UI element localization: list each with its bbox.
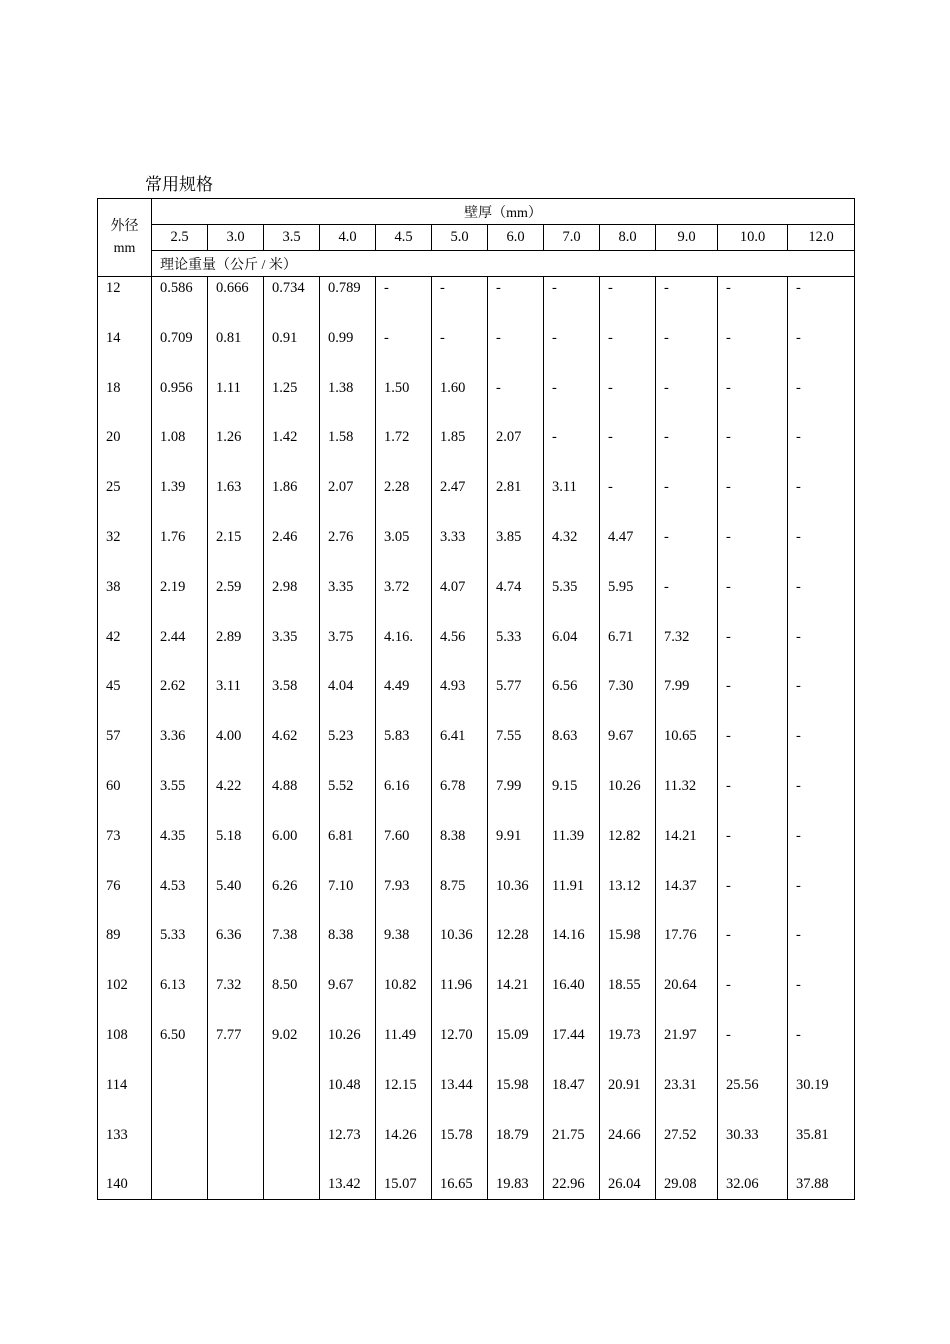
weight-value: 30.19 — [788, 1074, 855, 1124]
weight-value: - — [600, 476, 656, 526]
weight-value: 18.47 — [544, 1074, 600, 1124]
weight-value: 1.50 — [376, 377, 432, 427]
thickness-value: 9.0 — [656, 225, 718, 251]
weight-value: 1.11 — [208, 377, 264, 427]
weight-value: 8.75 — [432, 875, 488, 925]
weight-value: - — [718, 775, 788, 825]
outer-diameter-value: 38 — [98, 576, 152, 626]
weight-value: - — [718, 576, 788, 626]
weight-value: - — [788, 426, 855, 476]
weight-value: 7.55 — [488, 725, 544, 775]
weight-value: 1.58 — [320, 426, 376, 476]
weight-value: 14.26 — [376, 1124, 432, 1174]
weight-value: 14.16 — [544, 924, 600, 974]
weight-value: 15.98 — [600, 924, 656, 974]
weight-value: - — [656, 576, 718, 626]
weight-value: - — [488, 327, 544, 377]
weight-value: 2.47 — [432, 476, 488, 526]
thickness-value: 8.0 — [600, 225, 656, 251]
weight-value: 11.39 — [544, 825, 600, 875]
weight-value: 4.07 — [432, 576, 488, 626]
page-title: 常用规格 — [145, 175, 213, 194]
table-row — [98, 377, 855, 427]
outer-diameter-value: 140 — [98, 1173, 152, 1200]
weight-value: 1.76 — [152, 526, 208, 576]
weight-value: 1.86 — [264, 476, 320, 526]
weight-value: 6.56 — [544, 675, 600, 725]
weight-value: 9.38 — [376, 924, 432, 974]
weight-value: - — [788, 875, 855, 925]
weight-value: 19.73 — [600, 1024, 656, 1074]
weight-value: 0.789 — [320, 277, 376, 327]
weight-value: 3.58 — [264, 675, 320, 725]
weight-value: 11.49 — [376, 1024, 432, 1074]
weight-value: 2.07 — [488, 426, 544, 476]
weight-value: - — [718, 974, 788, 1024]
table-row — [98, 526, 855, 576]
weight-value: 2.07 — [320, 476, 376, 526]
weight-value: 2.15 — [208, 526, 264, 576]
weight-value — [264, 1173, 320, 1200]
weight-value: 21.75 — [544, 1124, 600, 1174]
weight-value: - — [656, 526, 718, 576]
outer-diameter-value: 45 — [98, 675, 152, 725]
weight-value: 2.44 — [152, 626, 208, 676]
weight-value: 10.26 — [320, 1024, 376, 1074]
weight-value: - — [600, 277, 656, 327]
weight-value: - — [718, 675, 788, 725]
weight-value: - — [488, 377, 544, 427]
weight-value: 11.32 — [656, 775, 718, 825]
weight-value: 5.33 — [488, 626, 544, 676]
weight-value: 0.666 — [208, 277, 264, 327]
weight-value: - — [718, 426, 788, 476]
weight-value: 17.76 — [656, 924, 718, 974]
weight-value: 9.67 — [320, 974, 376, 1024]
weight-value: 1.25 — [264, 377, 320, 427]
weight-value: 1.60 — [432, 377, 488, 427]
weight-value: - — [600, 377, 656, 427]
thickness-value: 2.5 — [152, 225, 208, 251]
weight-value: 20.64 — [656, 974, 718, 1024]
weight-value: 10.36 — [432, 924, 488, 974]
weight-value: 3.11 — [208, 675, 264, 725]
weight-value: - — [376, 277, 432, 327]
outer-diameter-value: 102 — [98, 974, 152, 1024]
outer-diameter-unit: mm — [113, 240, 136, 256]
weight-value: - — [788, 825, 855, 875]
thickness-value: 4.0 — [320, 225, 376, 251]
weight-value: 7.10 — [320, 875, 376, 925]
weight-value — [264, 1074, 320, 1124]
weight-value: 12.28 — [488, 924, 544, 974]
weight-value: 7.32 — [656, 626, 718, 676]
weight-value: 16.40 — [544, 974, 600, 1024]
weight-value: 1.39 — [152, 476, 208, 526]
weight-value: 21.97 — [656, 1024, 718, 1074]
weight-value: 13.12 — [600, 875, 656, 925]
weight-value — [208, 1074, 264, 1124]
weight-value: 15.07 — [376, 1173, 432, 1200]
weight-value: 0.586 — [152, 277, 208, 327]
outer-diameter-label: 外径 — [110, 218, 139, 234]
table-row — [98, 825, 855, 875]
weight-value: 7.77 — [208, 1024, 264, 1074]
weight-value: - — [788, 675, 855, 725]
weight-value: - — [718, 1024, 788, 1074]
weight-value: 7.32 — [208, 974, 264, 1024]
weight-value: - — [788, 377, 855, 427]
weight-value: 5.23 — [320, 725, 376, 775]
weight-value: 9.02 — [264, 1024, 320, 1074]
weight-value: 30.33 — [718, 1124, 788, 1174]
weight-value: - — [718, 277, 788, 327]
weight-value: 1.38 — [320, 377, 376, 427]
outer-diameter-value: 14 — [98, 327, 152, 377]
outer-diameter-value: 114 — [98, 1074, 152, 1124]
weight-value — [264, 1124, 320, 1174]
weight-value: 4.35 — [152, 825, 208, 875]
weight-value: 7.93 — [376, 875, 432, 925]
weight-value — [152, 1173, 208, 1200]
weight-value: 8.50 — [264, 974, 320, 1024]
weight-value: 23.31 — [656, 1074, 718, 1124]
weight-value: 8.38 — [320, 924, 376, 974]
outer-diameter-value: 42 — [98, 626, 152, 676]
weight-value: 15.78 — [432, 1124, 488, 1174]
weight-value: 3.55 — [152, 775, 208, 825]
weight-value: - — [656, 476, 718, 526]
weight-value: 18.79 — [488, 1124, 544, 1174]
weight-value: 4.62 — [264, 725, 320, 775]
weight-value: 20.91 — [600, 1074, 656, 1124]
weight-value: 13.44 — [432, 1074, 488, 1124]
weight-value: 4.32 — [544, 526, 600, 576]
weight-value: 2.89 — [208, 626, 264, 676]
weight-value: 8.38 — [432, 825, 488, 875]
weight-value: 3.35 — [264, 626, 320, 676]
weight-value: 3.35 — [320, 576, 376, 626]
weight-value: 4.00 — [208, 725, 264, 775]
weight-value: 4.88 — [264, 775, 320, 825]
weight-value: 22.96 — [544, 1173, 600, 1200]
thickness-value: 3.0 — [208, 225, 264, 251]
weight-value: - — [788, 327, 855, 377]
table-row — [98, 875, 855, 925]
table-row — [98, 476, 855, 526]
weight-value: 4.16. — [376, 626, 432, 676]
weight-value: 2.76 — [320, 526, 376, 576]
weight-value: 6.50 — [152, 1024, 208, 1074]
table-row — [98, 974, 855, 1024]
outer-diameter-value: 73 — [98, 825, 152, 875]
outer-diameter-value: 20 — [98, 426, 152, 476]
weight-value: 14.21 — [656, 825, 718, 875]
weight-value: 3.33 — [432, 526, 488, 576]
weight-value: - — [718, 377, 788, 427]
weight-value: 9.91 — [488, 825, 544, 875]
weight-value: - — [718, 626, 788, 676]
weight-value: - — [544, 426, 600, 476]
weight-value: 4.47 — [600, 526, 656, 576]
weight-value: 27.52 — [656, 1124, 718, 1174]
weight-value: 6.13 — [152, 974, 208, 1024]
weight-value: - — [788, 924, 855, 974]
outer-diameter-value: 133 — [98, 1124, 152, 1174]
thickness-value: 4.5 — [376, 225, 432, 251]
weight-value: 6.81 — [320, 825, 376, 875]
weight-value: 4.22 — [208, 775, 264, 825]
weight-value: - — [600, 426, 656, 476]
weight-value: 5.33 — [152, 924, 208, 974]
weight-value: 5.35 — [544, 576, 600, 626]
weight-value: - — [656, 327, 718, 377]
weight-value — [152, 1124, 208, 1174]
weight-value: 5.95 — [600, 576, 656, 626]
weight-value: 6.26 — [264, 875, 320, 925]
weight-value: 8.63 — [544, 725, 600, 775]
table-row — [98, 1024, 855, 1074]
weight-value: 12.15 — [376, 1074, 432, 1124]
outer-diameter-value: 25 — [98, 476, 152, 526]
weight-value: 7.60 — [376, 825, 432, 875]
weight-value: - — [718, 476, 788, 526]
table-row — [98, 675, 855, 725]
weight-value: 1.63 — [208, 476, 264, 526]
weight-value: 0.956 — [152, 377, 208, 427]
weight-value: 2.59 — [208, 576, 264, 626]
weight-value: 6.00 — [264, 825, 320, 875]
weight-value: - — [788, 775, 855, 825]
weight-value: 3.75 — [320, 626, 376, 676]
weight-value: - — [656, 377, 718, 427]
weight-value: 0.91 — [264, 327, 320, 377]
weight-value: 14.37 — [656, 875, 718, 925]
table-row — [98, 1124, 855, 1174]
spec-table — [97, 198, 855, 1200]
weight-value: 10.48 — [320, 1074, 376, 1124]
thickness-value: 7.0 — [544, 225, 600, 251]
weight-value: 1.08 — [152, 426, 208, 476]
weight-value: 4.93 — [432, 675, 488, 725]
weight-value: 18.55 — [600, 974, 656, 1024]
weight-value: 12.70 — [432, 1024, 488, 1074]
weight-value: 10.26 — [600, 775, 656, 825]
weight-value: 3.36 — [152, 725, 208, 775]
weight-value: 13.42 — [320, 1173, 376, 1200]
weight-value: - — [718, 526, 788, 576]
weight-value: - — [718, 875, 788, 925]
weight-value: 4.49 — [376, 675, 432, 725]
weight-value: - — [656, 426, 718, 476]
weight-value: 12.73 — [320, 1124, 376, 1174]
thickness-value: 12.0 — [788, 225, 855, 251]
weight-value: - — [718, 327, 788, 377]
outer-diameter-value: 108 — [98, 1024, 152, 1074]
weight-value: - — [718, 725, 788, 775]
weight-value: 1.72 — [376, 426, 432, 476]
weight-value: - — [600, 327, 656, 377]
weight-value: 7.99 — [488, 775, 544, 825]
table-row — [98, 626, 855, 676]
outer-diameter-value: 57 — [98, 725, 152, 775]
weight-value — [208, 1124, 264, 1174]
weight-value: 9.67 — [600, 725, 656, 775]
weight-value: - — [788, 277, 855, 327]
weight-value: 2.28 — [376, 476, 432, 526]
weight-value: 10.36 — [488, 875, 544, 925]
weight-value: 15.98 — [488, 1074, 544, 1124]
weight-value: 1.85 — [432, 426, 488, 476]
weight-value: 2.19 — [152, 576, 208, 626]
table-row — [98, 277, 855, 327]
outer-diameter-value: 76 — [98, 875, 152, 925]
weight-value: 5.52 — [320, 775, 376, 825]
weight-value: 7.38 — [264, 924, 320, 974]
weight-value: - — [788, 576, 855, 626]
weight-value: 5.40 — [208, 875, 264, 925]
weight-value: - — [544, 377, 600, 427]
weight-value: 3.11 — [544, 476, 600, 526]
weight-value: 32.06 — [718, 1173, 788, 1200]
weight-value: 6.16 — [376, 775, 432, 825]
weight-value: 10.82 — [376, 974, 432, 1024]
wall-thickness-header: 壁厚（mm） — [152, 199, 855, 225]
weight-value: - — [788, 476, 855, 526]
weight-value: 5.83 — [376, 725, 432, 775]
weight-value: 1.26 — [208, 426, 264, 476]
weight-value: 2.98 — [264, 576, 320, 626]
thickness-value: 3.5 — [264, 225, 320, 251]
weight-value: - — [376, 327, 432, 377]
weight-value: 4.74 — [488, 576, 544, 626]
weight-value: - — [656, 277, 718, 327]
weight-value: 11.96 — [432, 974, 488, 1024]
weight-value: 0.709 — [152, 327, 208, 377]
outer-diameter-value: 60 — [98, 775, 152, 825]
thickness-values-row — [98, 225, 855, 251]
weight-value: 7.99 — [656, 675, 718, 725]
outer-diameter-value: 32 — [98, 526, 152, 576]
weight-value: 4.53 — [152, 875, 208, 925]
weight-value: 6.36 — [208, 924, 264, 974]
weight-value: - — [788, 974, 855, 1024]
weight-value: 17.44 — [544, 1024, 600, 1074]
weight-value: - — [788, 626, 855, 676]
weight-value: 6.41 — [432, 725, 488, 775]
weight-value: 24.66 — [600, 1124, 656, 1174]
weight-value: 0.734 — [264, 277, 320, 327]
thickness-value: 5.0 — [432, 225, 488, 251]
weight-value: 6.78 — [432, 775, 488, 825]
weight-value: 26.04 — [600, 1173, 656, 1200]
table-row — [98, 1074, 855, 1124]
weight-value: 2.81 — [488, 476, 544, 526]
thickness-value: 6.0 — [488, 225, 544, 251]
outer-diameter-value: 12 — [98, 277, 152, 327]
weight-value: 12.82 — [600, 825, 656, 875]
weight-value: - — [544, 277, 600, 327]
weight-header: 理论重量（公斤 / 米） — [152, 251, 855, 277]
weight-value: 10.65 — [656, 725, 718, 775]
table-row — [98, 924, 855, 974]
weight-value: 5.77 — [488, 675, 544, 725]
weight-value: 1.42 — [264, 426, 320, 476]
table-row — [98, 775, 855, 825]
weight-value: 19.83 — [488, 1173, 544, 1200]
weight-value: 4.56 — [432, 626, 488, 676]
outer-diameter-value: 18 — [98, 377, 152, 427]
weight-value: 0.81 — [208, 327, 264, 377]
weight-value: 15.09 — [488, 1024, 544, 1074]
table-row — [98, 426, 855, 476]
weight-value: 3.85 — [488, 526, 544, 576]
weight-value: 14.21 — [488, 974, 544, 1024]
weight-value: 11.91 — [544, 875, 600, 925]
weight-value: - — [432, 327, 488, 377]
outer-diameter-value: 89 — [98, 924, 152, 974]
weight-value — [152, 1074, 208, 1124]
weight-value: - — [718, 825, 788, 875]
weight-value: - — [488, 277, 544, 327]
weight-value: 35.81 — [788, 1124, 855, 1174]
weight-value: 5.18 — [208, 825, 264, 875]
table-row — [98, 327, 855, 377]
weight-value: 3.72 — [376, 576, 432, 626]
table-row — [98, 576, 855, 626]
outer-diameter-header — [98, 199, 152, 277]
weight-value: 6.04 — [544, 626, 600, 676]
weight-value — [208, 1173, 264, 1200]
weight-value: 0.99 — [320, 327, 376, 377]
weight-value: 25.56 — [718, 1074, 788, 1124]
weight-value: 3.05 — [376, 526, 432, 576]
weight-value: 37.88 — [788, 1173, 855, 1200]
weight-value: 16.65 — [432, 1173, 488, 1200]
weight-value: 6.71 — [600, 626, 656, 676]
weight-value: - — [788, 526, 855, 576]
weight-value: - — [718, 924, 788, 974]
weight-value: - — [544, 327, 600, 377]
thickness-value: 10.0 — [718, 225, 788, 251]
weight-value: 4.04 — [320, 675, 376, 725]
table-row — [98, 1173, 855, 1200]
weight-value: 29.08 — [656, 1173, 718, 1200]
weight-value: 2.46 — [264, 526, 320, 576]
weight-value: - — [788, 1024, 855, 1074]
weight-value: 9.15 — [544, 775, 600, 825]
weight-value: - — [788, 725, 855, 775]
table-row — [98, 725, 855, 775]
weight-value: - — [432, 277, 488, 327]
weight-value: 2.62 — [152, 675, 208, 725]
weight-value: 7.30 — [600, 675, 656, 725]
